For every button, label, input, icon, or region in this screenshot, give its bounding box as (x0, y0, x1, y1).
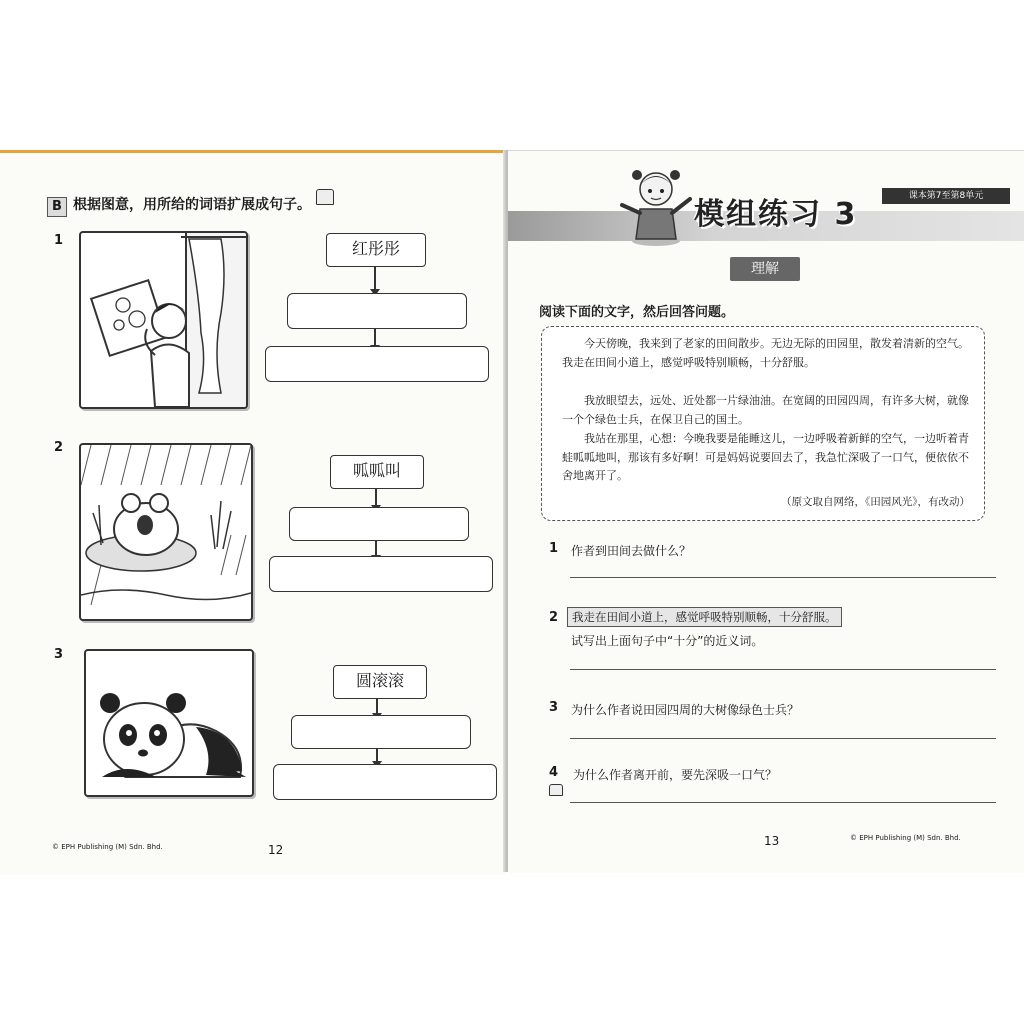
picture-icon-small (549, 784, 563, 796)
unit-badge: 课本第7至第8单元 (882, 188, 1010, 204)
question-text-3: 为什么作者说田园四周的大树像绿色士兵？ (571, 703, 800, 717)
answer-line-1[interactable] (570, 577, 996, 578)
item-number-1: 1 (54, 233, 64, 248)
panda-picture (84, 649, 254, 797)
question-number-3: 3 (549, 700, 559, 715)
answer-line-4[interactable] (570, 802, 996, 803)
instruction: 阅读下面的文字，然后回答问题。 (539, 305, 735, 320)
arrow-3b (376, 748, 378, 762)
question-text-4: 为什么作者离开前，要先深吸一口气？ (573, 768, 778, 782)
module-title: 模组练习 3 (694, 197, 858, 232)
frog-rain-picture (79, 443, 253, 621)
section-badge: B (47, 197, 67, 217)
arrow-1a (374, 266, 376, 290)
arrow-3a (376, 698, 378, 714)
answer-box-1a[interactable] (287, 293, 467, 329)
answer-box-3b[interactable] (273, 764, 497, 800)
highlighted-sentence: 我走在田间小道上，感觉呼吸特别顺畅，十分舒服。 (567, 607, 842, 627)
arrow-2b (375, 540, 377, 556)
arrow-1b (374, 328, 376, 346)
question-text-1: 作者到田间去做什么？ (571, 544, 692, 558)
question-text-2: 试写出上面句子中“十分”的近义词。 (571, 634, 764, 648)
question-number-1: 1 (549, 541, 559, 556)
girl-mascot-icon (620, 165, 692, 247)
reading-passage (541, 326, 985, 521)
word-box-2: 呱呱叫 (330, 455, 424, 489)
question-number-2: 2 (549, 610, 559, 625)
answer-line-2[interactable] (570, 669, 996, 670)
arrow-2a (375, 488, 377, 506)
right-page-number: 13 (764, 834, 780, 848)
right-footer: © EPH Publishing (M) Sdn. Bhd. (850, 834, 961, 842)
answer-box-1b[interactable] (265, 346, 489, 382)
comprehension-tag: 理解 (730, 257, 800, 281)
answer-box-2a[interactable] (289, 507, 469, 541)
answer-box-2b[interactable] (269, 556, 493, 592)
section-title: 根据图意，用所给的词语扩展成句子。 (73, 197, 311, 213)
picture-icon (316, 189, 334, 205)
passage-paragraph-2: 我放眼望去，远处、近处都一片绿油油。在宽阔的田园四周，有许多大树，就像一个个绿色士兵，在保卫自己的国土。 (562, 394, 969, 426)
left-page-number: 12 (268, 843, 284, 857)
left-page (0, 150, 506, 875)
answer-line-3[interactable] (570, 738, 996, 739)
left-footer: © EPH Publishing (M) Sdn. Bhd. (52, 843, 163, 851)
passage-paragraph-3: 我站在那里，心想：今晚我要是能睡这儿，一边呼吸着新鲜的空气，一边听着青蛙呱呱地叫，那该有多好啊！可是妈妈说要回去了，我急忙深吸了一口气，便依依不舍地离开了。 (562, 432, 969, 482)
answer-box-3a[interactable] (291, 715, 471, 749)
word-box-3: 圆滚滚 (333, 665, 427, 699)
passage-paragraph-1: 今天傍晚，我来到了老家的田间散步。无边无际的田园里，散发着清新的空气。我走在田间小道上，感觉呼吸特别顺畅，十分舒服。 (562, 337, 969, 369)
word-box-1: 红彤彤 (326, 233, 426, 267)
workbook-spread (0, 150, 1024, 872)
item-number-2: 2 (54, 440, 64, 455)
boy-reading-picture (79, 231, 248, 409)
item-number-3: 3 (54, 647, 64, 662)
passage-source: （原文取自网络，《田园风光》，有改动） (781, 496, 970, 508)
question-number-4: 4 (549, 765, 559, 780)
right-page (508, 150, 1024, 873)
